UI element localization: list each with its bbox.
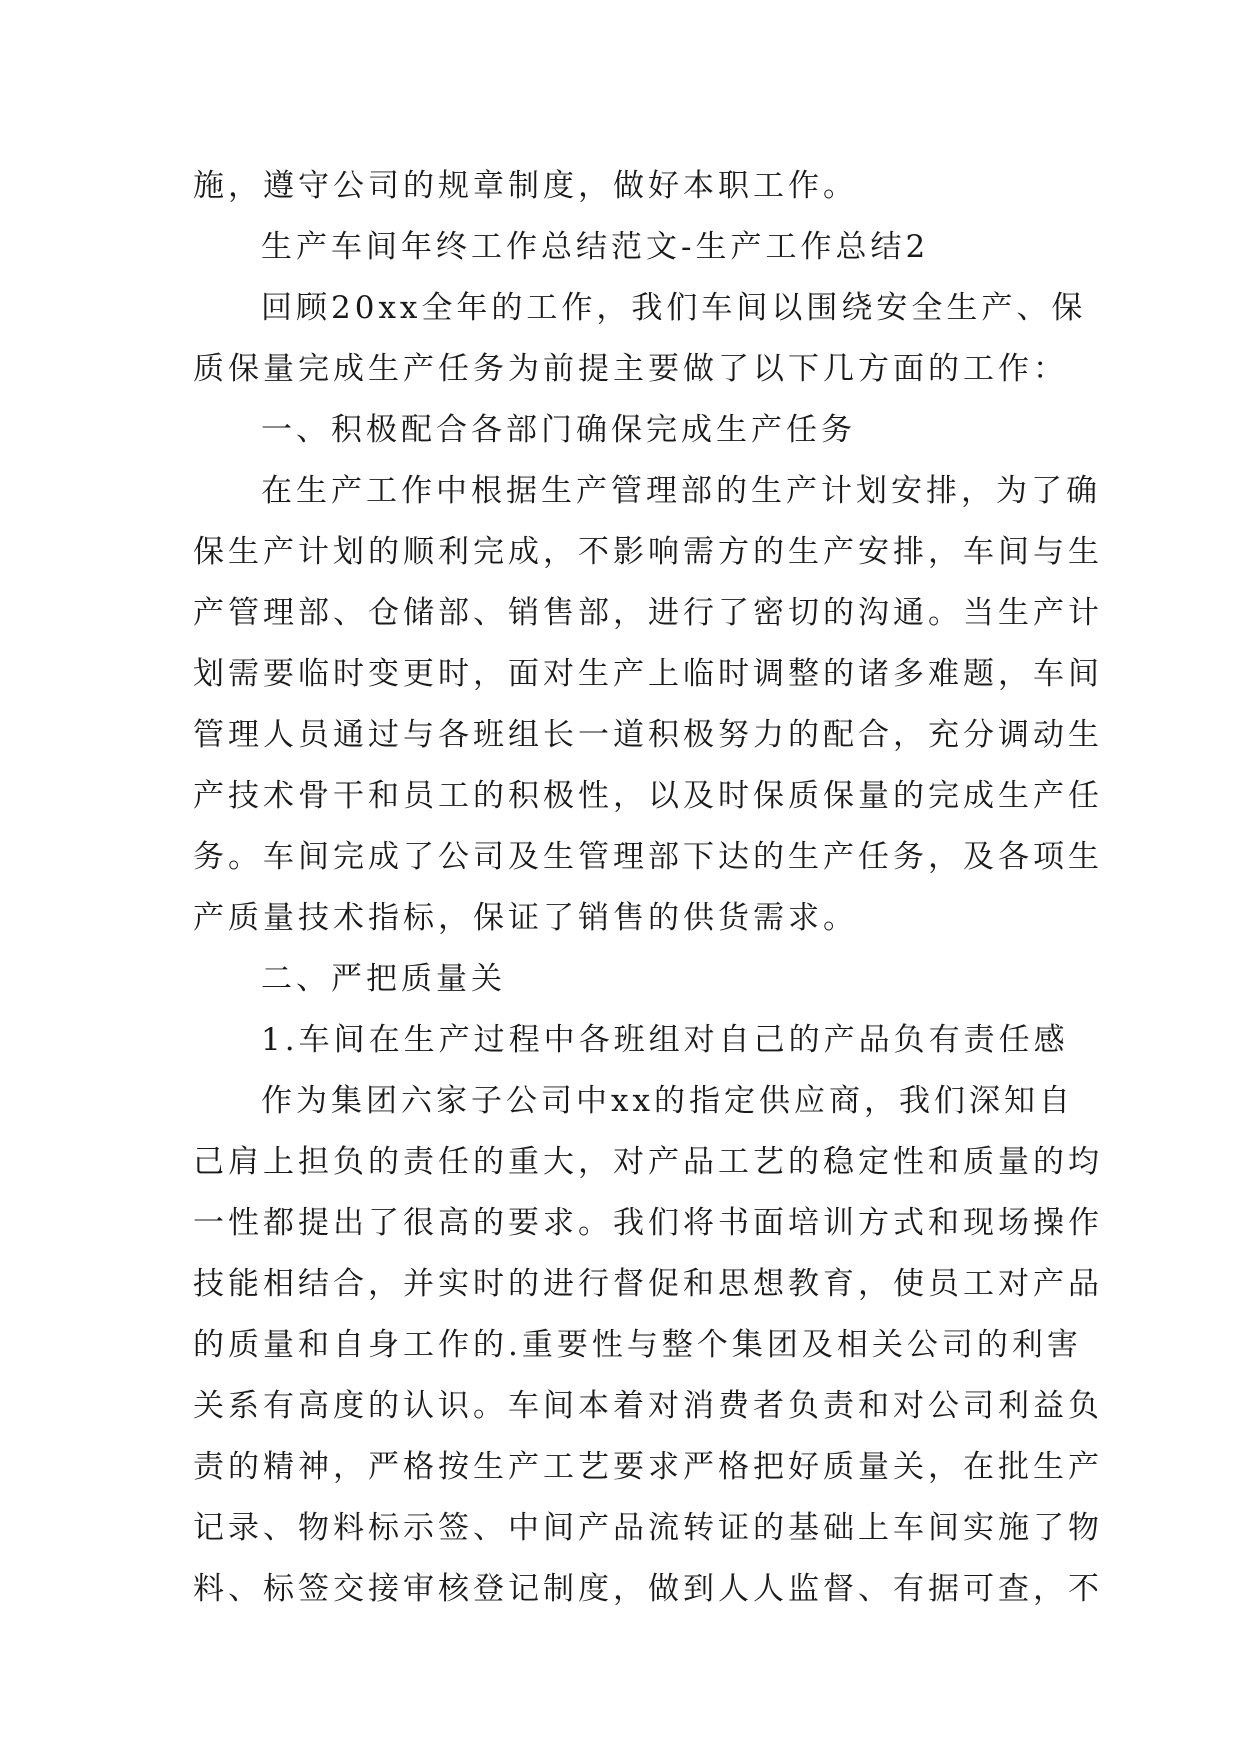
text-line: 记录、物料标示签、中间产品流转证的基础上车间实施了物 xyxy=(193,1510,1103,1546)
text-line: 生产车间年终工作总结范文-生产工作总结2 xyxy=(261,229,930,265)
text-line: 产质量技术指标，保证了销售的供货需求。 xyxy=(193,900,858,936)
text-line: 管理人员通过与各班组长一道积极努力的配合，充分调动生 xyxy=(193,717,1103,753)
text-line: 1.车间在生产过程中各班组对自己的产品负有责任感 xyxy=(261,1022,1069,1058)
text-line: 二、严把质量关 xyxy=(261,961,506,997)
document-body xyxy=(193,156,1103,1620)
text-line: 施，遵守公司的规章制度，做好本职工作。 xyxy=(193,168,858,204)
text-line: 保生产计划的顺利完成，不影响需方的生产安排，车间与生 xyxy=(193,534,1103,570)
text-line: 产技术骨干和员工的积极性，以及时保质保量的完成生产任 xyxy=(193,778,1103,814)
text-line: 务。车间完成了公司及生管理部下达的生产任务，及各项生 xyxy=(193,839,1103,875)
text-line: 一、积极配合各部门确保完成生产任务 xyxy=(261,412,856,448)
text-line: 料、标签交接审核登记制度，做到人人监督、有据可查，不 xyxy=(193,1571,1103,1607)
text-line: 责的精神，严格按生产工艺要求严格把好质量关，在批生产 xyxy=(193,1449,1103,1485)
text-line: 回顾20xx全年的工作，我们车间以围绕安全生产、保 xyxy=(261,290,1087,326)
text-line: 产管理部、仓储部、销售部，进行了密切的沟通。当生产计 xyxy=(193,595,1103,631)
text-line: 己肩上担负的责任的重大，对产品工艺的稳定性和质量的均 xyxy=(193,1144,1103,1180)
text-line: 作为集团六家子公司中xx的指定供应商，我们深知自 xyxy=(261,1083,1074,1119)
text-line: 在生产工作中根据生产管理部的生产计划安排，为了确 xyxy=(261,473,1101,509)
text-line: 关系有高度的认识。车间本着对消费者负责和对公司利益负 xyxy=(193,1388,1103,1424)
text-line: 划需要临时变更时，面对生产上临时调整的诸多难题，车间 xyxy=(193,656,1103,692)
text-line: 一性都提出了很高的要求。我们将书面培训方式和现场操作 xyxy=(193,1205,1103,1241)
text-line: 质保量完成生产任务为前提主要做了以下几方面的工作： xyxy=(193,351,1068,387)
text-line: 的质量和自身工作的.重要性与整个集团及相关公司的利害 xyxy=(193,1327,1082,1363)
text-line: 技能相结合，并实时的进行督促和思想教育，使员工对产品 xyxy=(193,1266,1103,1302)
